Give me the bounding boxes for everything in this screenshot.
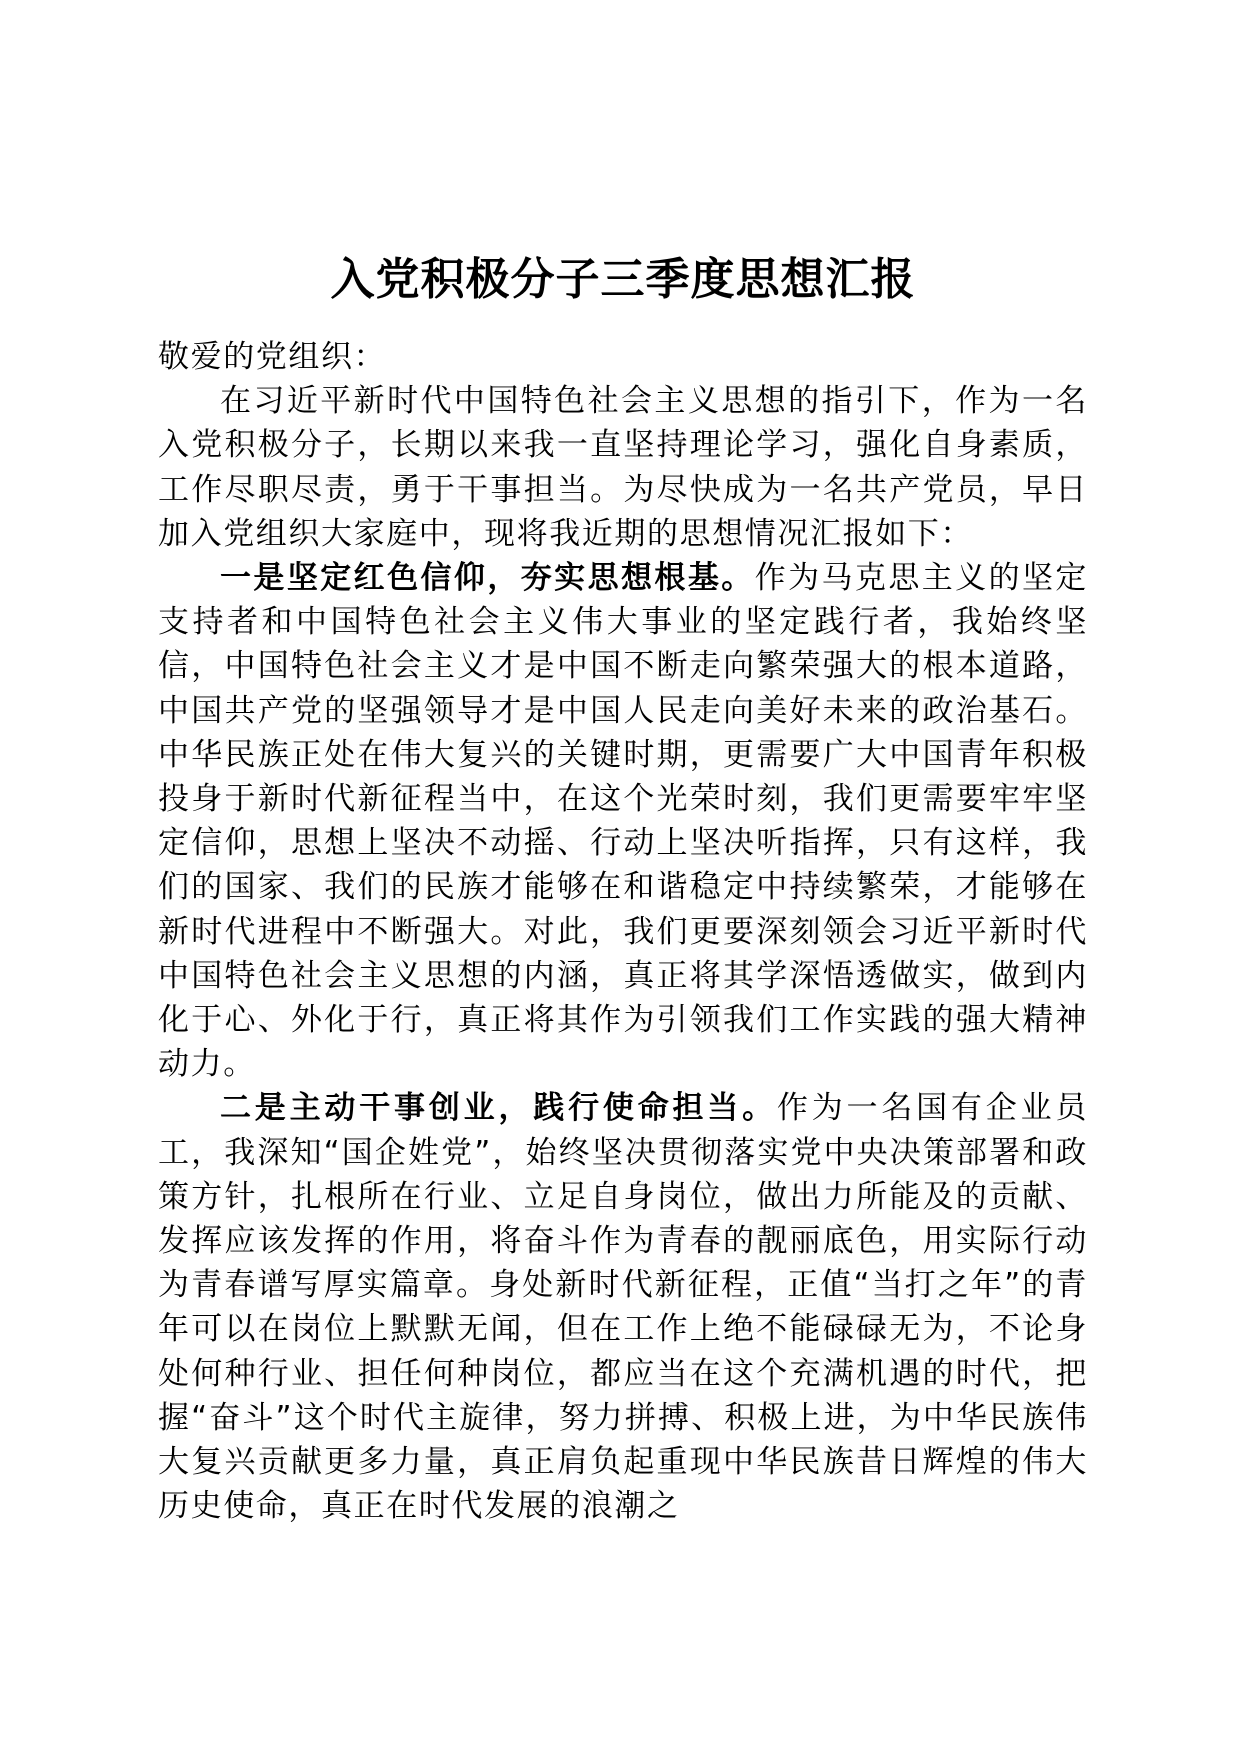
section-text-1: 作为马克思主义的坚定支持者和中国特色社会主义伟大事业的坚定践行者，我始终坚信，中国特色社会主义才是中国不断走向繁荣强大的根本道路，中国共产党的坚强领导才是中国人民走向美好未来的政治基石。中华民族正处在伟大复兴的关键时期，更需要广大中国青年积极投身于新时代新征程当中，在这个光荣时刻，我们更需要牢牢坚定信仰，思想上坚决不动摇、行动上坚决听指挥，只有这样，我们的国家、我们的民族才能够在和谐稳定中持续繁荣，才能够在新时代进程中不断强大。对此，我们更要深刻领会习近平新时代中国特色社会主义思想的内涵，真正将其学深悟透做实，做到内化于心、外化于行，真正将其作为引领我们工作实践的强大精神动力。 [158,560,1088,1083]
document-page [158,0,1088,1754]
section-heading-2: 二是主动干事创业，践行使命担当。 [220,1090,777,1127]
section-text-2: 作为一名国有企业员工，我深知“国企姓党”，始终坚决贯彻落实党中央决策部署和政策方针，扎根所在行业、立足自身岗位，做出力所能及的贡献、发挥应该发挥的作用，将奋斗作为青春的靓丽底色，用实际行动为青春谱写厚实篇章。身处新时代新征程，正值“当打之年”的青年可以在岗位上默默无闻，但在工作上绝不能碌碌无为，不论身处何种行业、担任何种岗位，都应当在这个充满机遇的时代，把握“奋斗”这个时代主旋律，努力拼搏、积极上进，为中华民族伟大复兴贡献更多力量，真正肩负起重现中华民族昔日辉煌的伟大历史使命，真正在时代发展的浪潮之 [158,1090,1088,1525]
section-paragraph-2 [158,1086,1088,1528]
section-paragraph-1 [158,556,1088,1086]
section-heading-1: 一是坚定红色信仰，夯实思想根基。 [220,560,755,597]
document-title: 入党积极分子三季度思想汇报 [330,254,916,305]
document-body [158,335,1088,1528]
salutation: 敬爱的党组织： [158,339,387,375]
intro-paragraph: 在习近平新时代中国特色社会主义思想的指引下，作为一名入党积极分子，长期以来我一直坚持理论学习，强化自身素质，工作尽职尽责，勇于干事担当。为尽快成为一名共产党员，早日加入党组织大家庭中，现将我近期的思想情况汇报如下： [158,383,1088,552]
